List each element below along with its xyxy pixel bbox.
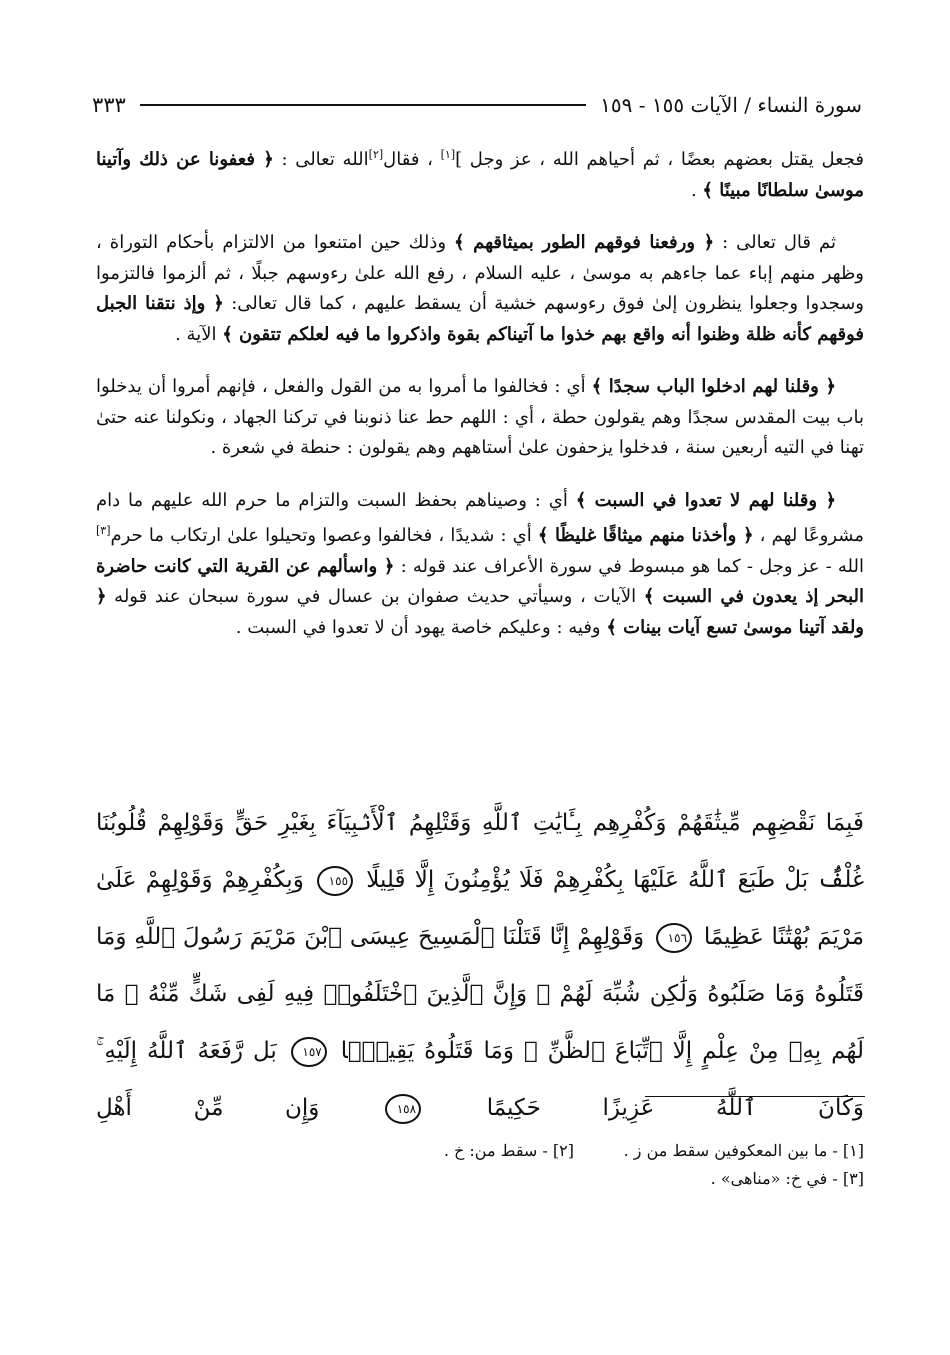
quran-quote: ﴿ وإذ نتقنا الجبل فوقهم كأنه ظلة وظنوا أنه واقع بهم خذوا ما آتيناكم بقوة واذكروا ما فيه لعلكم تتقون ﴾ bbox=[96, 293, 864, 345]
quran-quote: ﴿ ولقد آتينا موسىٰ تسع آيات بينات ﴾ bbox=[96, 586, 864, 638]
footnote-2: [٢] - سقط من: خ . bbox=[443, 1141, 574, 1160]
footnote-row bbox=[96, 1137, 864, 1165]
verse-text-4: بَل رَّفَعَهُ ٱللَّهُ إِلَيْهِ ۚ وَكَانَ ٱللَّهُ عَزِيزًا حَكِيمًا bbox=[96, 1038, 865, 1121]
verse-text-3: وَقَوْلِهِمْ إِنَّا قَتَلْنَا ٱلْمَسِيحَ عِيسَى ٱبْنَ مَرْيَمَ رَسُولَ ٱللَّهِ وَمَا قَتَلُوهُ وَمَا صَلَبُوهُ وَلَٰكِن شُبِّهَ لَهُمْ ۚ وَإِنَّ ٱلَّذِينَ ٱخْتَلَفُوا۟ فِيهِ لَفِى شَكٍّ مِّنْهُ ۚ مَا لَهُم بِهِۦ مِنْ عِلْمٍ إِلَّا ٱتِّبَاعَ ٱلظَّنِّ ۚ وَمَا قَتَلُوهُ يَقِينًۢا bbox=[96, 924, 864, 1064]
verse-text-2: وَبِكُفْرِهِمْ وَقَوْلِهِمْ عَلَىٰ مَرْيَمَ بُهْتَٰنًا عَظِيمًا bbox=[96, 867, 865, 950]
p2-text-a: ثم قال تعالى : bbox=[714, 232, 837, 253]
p4-text-a: أي : وصيناهم بحفظ السبت والتزام ما حرم الله عليهم ما دام مشروعًا لهم ، bbox=[96, 489, 864, 546]
header-title: سورة النساء / الآيات ١٥٥ - ١٥٩ bbox=[600, 93, 862, 117]
quran-quote: ﴿ وقلنا لهم ادخلوا الباب سجدًا ﴾ bbox=[591, 376, 836, 397]
verse-text-1: فَبِمَا نَقْضِهِم مِّيثَٰقَهُمْ وَكُفْرِهِم بِـَٔايَٰتِ ٱللَّهِ وَقَتْلِهِمُ ٱلْأَنۢبِيَآءَ بِغَيْرِ حَقٍّ وَقَوْلِهِمْ قُلُوبُنَا غُلْفٌۢ بَلْ طَبَعَ ٱللَّهُ عَلَيْهَا بِكُفْرِهِمْ فَلَا يُؤْمِنُونَ إِلَّا قَلِيلًا bbox=[96, 810, 865, 893]
quran-quote: ﴿ فعفونا عن ذلك وآتينا موسىٰ سلطانًا مبينًا ﴾ bbox=[96, 149, 864, 201]
quran-quote: ﴿ واسألهم عن القرية التي كانت حاضرة البحر إذ يعدون في السبت ﴾ bbox=[96, 555, 864, 607]
paragraph-2 bbox=[96, 228, 864, 350]
verse-number-marker: ١٥٥ bbox=[317, 866, 353, 896]
p1-end: . bbox=[690, 179, 703, 201]
footnote-row bbox=[96, 1165, 864, 1193]
p1-text-b: ، فقال bbox=[383, 149, 441, 170]
quran-verse-block bbox=[96, 795, 864, 1137]
p4-text-e: وفيه : وعليكم خاصة يهود أن لا تعدوا في السبت . bbox=[235, 616, 607, 638]
paragraph-1 bbox=[96, 140, 864, 206]
verse-number-marker: ١٥٦ bbox=[656, 923, 692, 953]
p2-text-c: الآية . bbox=[175, 323, 223, 345]
paragraph-4 bbox=[96, 486, 864, 644]
footnote-separator bbox=[645, 1096, 865, 1097]
p4-text-d: الآيات ، وسيأتي حديث صفوان بن عسال في سورة سبحان عند قوله bbox=[106, 586, 644, 607]
p2-text-b: وذلك حين امتنعوا من الالتزام بأحكام التوراة ، وظهر منهم إباء عما جاءهم به موسىٰ ، عليه السلام ، رفع الله علىٰ رءوسهم جبلًا ، ثم ألزموا فالتزموا وسجدوا وجعلوا ينظرون إلىٰ فوق رءوسهم خشية أن يسقط عليهم ، كما قال تعالى: bbox=[96, 232, 865, 314]
p3-text: أي : فخالفوا ما أمروا به من القول والفعل ، فإنهم أمروا أن يدخلوا باب بيت المقدس سجدًا وهم يقولون حطة ، أي : اللهم حط عنا ذنوبنا في تركنا الجهاد ، ونكولنا عنه حتىٰ تهنا في التيه أربعين سنة ، فدخلوا يزحفون علىٰ أستاههم وهم يقولون : حنطة في شعرة . bbox=[96, 376, 864, 458]
verse-number-marker: ١٥٧ bbox=[291, 1037, 327, 1067]
footnote-ref-2: [٢] bbox=[368, 148, 384, 161]
quran-quote: ﴿ ورفعنا فوقهم الطور بميثاقهم ﴾ bbox=[454, 232, 715, 253]
footnote-ref-1: [١] bbox=[440, 148, 456, 161]
paragraph-3 bbox=[96, 372, 864, 464]
page-number: ٣٣٣ bbox=[92, 93, 126, 117]
commentary-text bbox=[96, 140, 864, 665]
p4-text-b: أي : شديدًا ، فخالفوا وعصوا وتحيلوا علىٰ ارتكاب ما حرم bbox=[110, 525, 538, 546]
header-rule bbox=[140, 104, 586, 106]
quran-quote: ﴿ وقلنا لهم لا تعدوا في السبت ﴾ bbox=[575, 489, 837, 511]
quran-quote: ﴿ وأخذنا منهم ميثاقًا غليظًا ﴾ bbox=[537, 525, 754, 546]
p1-text-a: فجعل يقتل بعضهم بعضًا ، ثم أحياهم الله ، عز وجل ] bbox=[455, 149, 864, 170]
verse-text-5: وَإِن مِّنْ أَهْلِ bbox=[96, 1095, 320, 1121]
p1-text-c: الله تعالى : bbox=[273, 149, 369, 170]
footnotes bbox=[96, 1137, 864, 1193]
footnote-3: [٣] - في خ: «مناهى» . bbox=[710, 1169, 864, 1188]
verse-number-marker: ١٥٨ bbox=[385, 1094, 421, 1124]
p4-text-c: الله - عز وجل - كما هو مبسوط في سورة الأعراف عند قوله : bbox=[394, 555, 864, 577]
footnote-1: [١] - ما بين المعكوفين سقط من ز . bbox=[623, 1141, 864, 1160]
running-header bbox=[92, 88, 862, 122]
footnote-ref-3: [٣] bbox=[96, 524, 111, 537]
